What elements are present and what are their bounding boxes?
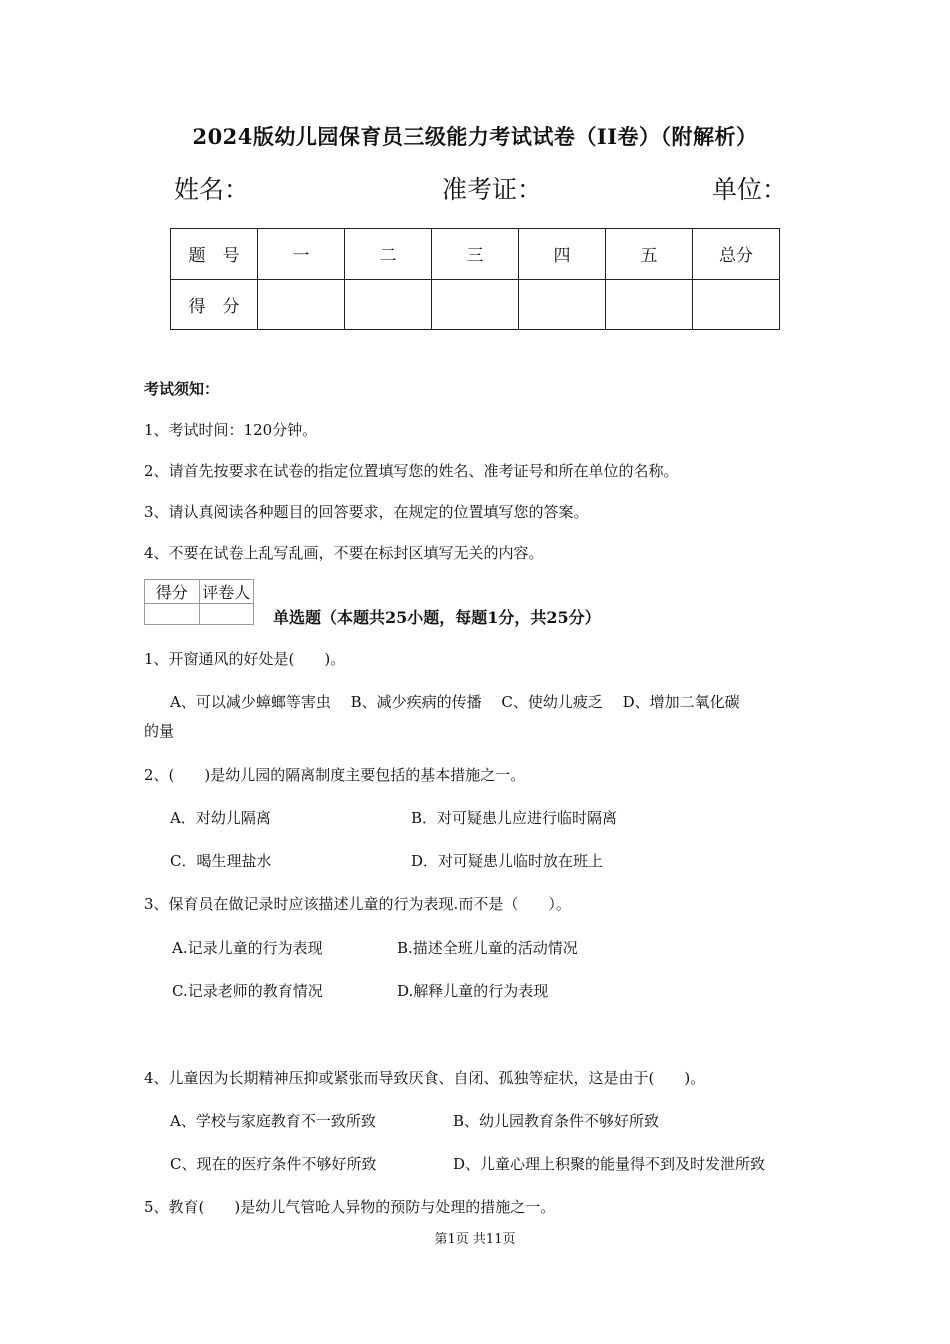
option-c: C.记录老师的教育情况 [172,982,323,1000]
grader-score-cell [145,604,200,625]
score-entry-cell [432,279,519,330]
option-d: D.解释儿童的行为表现 [397,982,549,1000]
notice-item: 1、考试时间：120分钟。 [144,421,318,439]
notice-item: 4、不要在试卷上乱写乱画，不要在标封区填写无关的内容。 [144,544,544,562]
question-options-continued: 的量 [144,722,175,740]
option-c: C、现在的医疗条件不够好所致 [170,1155,377,1173]
grader-score-label: 得分 [145,580,200,604]
document-title: 2024版幼儿园保育员三级能力考试试卷（II卷）（附解析） [192,124,758,149]
question-options: A、可以减少蟑螂等害虫 B、减少疾病的传播 C、使幼儿疲乏 D、增加二氧化碳 [170,693,740,711]
notice-item: 3、请认真阅读各种题目的回答要求，在规定的位置填写您的答案。 [144,503,589,521]
notice-item: 2、请首先按要求在试卷的指定位置填写您的姓名、准考证号和所在单位的名称。 [144,462,679,480]
grader-reviewer-label: 评卷人 [199,580,254,604]
score-table-cell: 一 [258,229,345,280]
score-table-score-row [171,279,780,330]
score-entry-cell [693,279,780,330]
score-entry-cell [345,279,432,330]
score-table [170,228,780,330]
option-a: A、学校与家庭教育不一致所致 [170,1112,376,1130]
grader-box [144,579,254,625]
notice-heading: 考试须知： [144,380,220,398]
exam-number-field-label: 准考证： [442,175,543,204]
score-table-cell: 总分 [693,229,780,280]
grader-reviewer-cell [199,604,254,625]
score-entry-cell [258,279,345,330]
question-stem: 4、儿童因为长期精神压抑或紧张而导致厌食、自闭、孤独等症状，这是由于( )。 [144,1069,706,1087]
option-d: D．对可疑患儿临时放在班上 [411,852,604,870]
question-stem: 5、教育( )是幼儿气管呛人异物的预防与处理的措施之一。 [144,1198,556,1216]
name-field-label: 姓名： [174,175,250,204]
score-table-cell: 三 [432,229,519,280]
section-title: 单选题（本题共25小题，每题1分，共25分） [273,608,601,627]
option-b: B.描述全班儿童的活动情况 [397,939,578,957]
option-d: D、儿童心理上积聚的能量得不到及时发泄所致 [453,1155,766,1173]
option-a: A．对幼儿隔离 [170,809,271,827]
option-a: A.记录儿童的行为表现 [172,939,323,957]
score-table-cell: 二 [345,229,432,280]
question-stem: 3、保育员在做记录时应该描述儿童的行为表现.而不是（ ）。 [144,895,571,913]
page-footer: 第1页 共11页 [434,1232,516,1247]
score-entry-cell [606,279,693,330]
score-table-cell: 题 号 [171,229,258,280]
option-c: C．喝生理盐水 [170,852,272,870]
score-table-cell: 五 [606,229,693,280]
score-table-cell: 四 [519,229,606,280]
option-b: B．对可疑患儿应进行临时隔离 [411,809,618,827]
score-table-cell: 得 分 [171,279,258,330]
question-stem: 2、( )是幼儿园的隔离制度主要包括的基本措施之一。 [144,766,526,784]
unit-field-label: 单位： [712,175,788,204]
score-entry-cell [519,279,606,330]
score-table-header-row [171,229,780,280]
option-b: B、幼儿园教育条件不够好所致 [453,1112,660,1130]
question-stem: 1、开窗通风的好处是( )。 [144,650,346,668]
